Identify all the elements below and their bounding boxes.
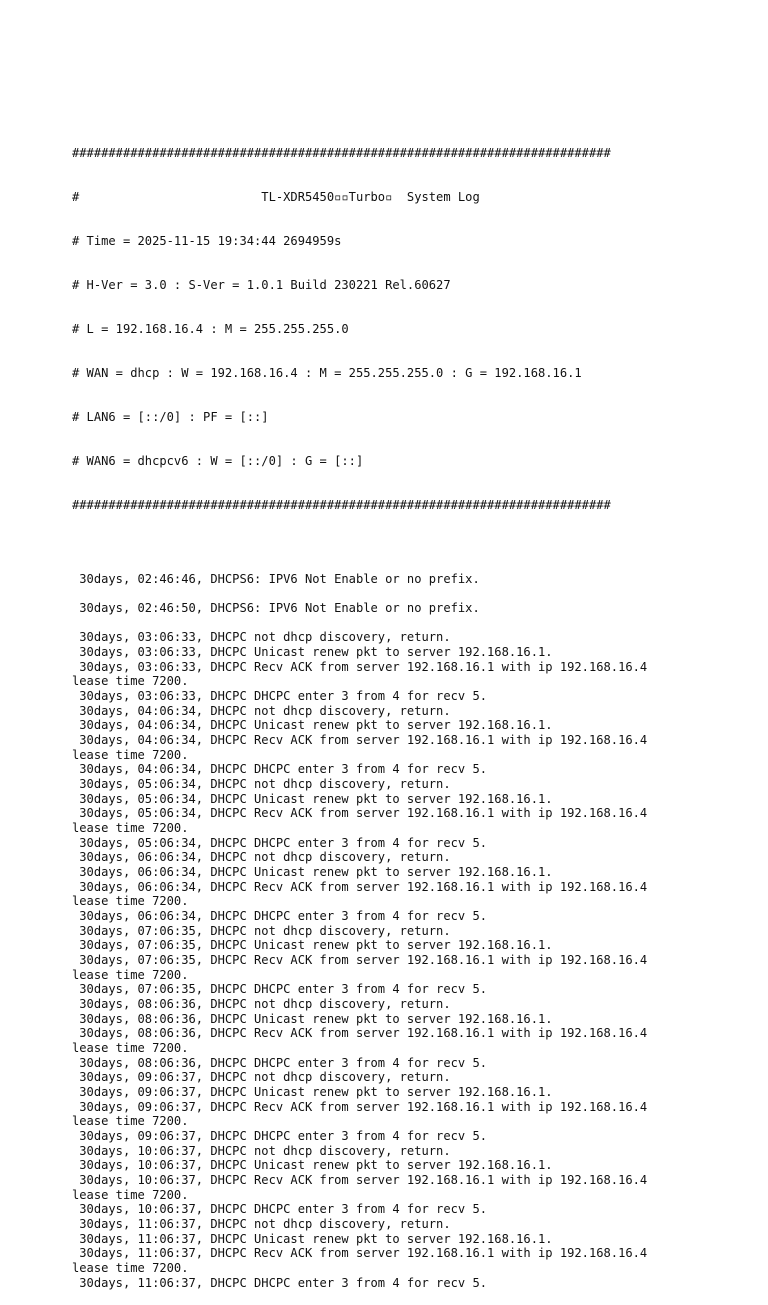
log-entry-line: lease time 7200.: [72, 1261, 189, 1276]
log-entry-line: 30days, 11:06:37, DHCPC Recv ACK from server 192.168.16.1 with ip 192.168.16.4: [72, 1246, 648, 1261]
log-entry-line: lease time 7200.: [72, 820, 189, 835]
log-entry-line: 30days, 03:06:33, DHCPC not dhcp discovery, return.: [72, 630, 451, 645]
log-entry-line: 30days, 05:06:34, DHCPC Recv ACK from server 192.168.16.1 with ip 192.168.16.4: [72, 806, 648, 821]
log-entry-line: 30days, 10:06:37, DHCPC Recv ACK from server 192.168.16.1 with ip 192.168.16.4: [72, 1173, 648, 1188]
log-entry-line: 30days, 09:06:37, DHCPC DHCPC enter 3 from 4 for recv 5.: [72, 1129, 488, 1144]
header-wan6: # WAN6 = dhcpcv6 : W = [::/0] : G = [::]: [72, 454, 364, 469]
log-entry-line: 30days, 11:06:37, DHCPC DHCPC enter 3 from 4 for recv 5.: [72, 1275, 488, 1290]
log-entry-line: 30days, 08:06:36, DHCPC not dhcp discovery, return.: [72, 997, 451, 1012]
log-entries: [72, 572, 647, 1291]
log-entry-line: 30days, 08:06:36, DHCPC Recv ACK from server 192.168.16.1 with ip 192.168.16.4: [72, 1026, 648, 1041]
log-entry-line: 30days, 09:06:37, DHCPC Recv ACK from server 192.168.16.1 with ip 192.168.16.4: [72, 1099, 648, 1114]
log-entry-line: 30days, 10:06:37, DHCPC not dhcp discovery, return.: [72, 1143, 451, 1158]
log-entry-line: 30days, 11:06:37, DHCPC Unicast renew pkt to server 192.168.16.1.: [72, 1231, 553, 1246]
log-entry-line: 30days, 11:06:37, DHCPC not dhcp discovery, return.: [72, 1217, 451, 1232]
log-entry-line: 30days, 09:06:37, DHCPC Unicast renew pkt to server 192.168.16.1.: [72, 1085, 553, 1100]
log-entry-line: 30days, 03:06:33, DHCPC DHCPC enter 3 from 4 for recv 5.: [72, 688, 488, 703]
header-version: # H-Ver = 3.0 : S-Ver = 1.0.1 Build 230221 Rel.60627: [72, 277, 451, 292]
header-time: # Time = 2025-11-15 19:34:44 2694959s: [72, 233, 342, 248]
log-entry-line: 30days, 02:46:50, DHCPS6: IPV6 Not Enable or no prefix.: [72, 600, 480, 615]
log-entry-line: [72, 616, 647, 631]
log-entry-line: lease time 7200.: [72, 894, 189, 909]
log-entry-line: 30days, 07:06:35, DHCPC not dhcp discovery, return.: [72, 923, 451, 938]
log-entry-line: lease time 7200.: [72, 1187, 189, 1202]
log-entry-line: 30days, 08:06:36, DHCPC Unicast renew pkt to server 192.168.16.1.: [72, 1011, 553, 1026]
log-entry-line: 30days, 06:06:34, DHCPC Recv ACK from server 192.168.16.1 with ip 192.168.16.4: [72, 879, 648, 894]
log-entry-line: 30days, 04:06:34, DHCPC DHCPC enter 3 from 4 for recv 5.: [72, 762, 488, 777]
log-entry-line: 30days, 05:06:34, DHCPC Unicast renew pkt to server 192.168.16.1.: [72, 791, 553, 806]
log-entry-line: 30days, 05:06:34, DHCPC DHCPC enter 3 from 4 for recv 5.: [72, 835, 488, 850]
header-lan: # L = 192.168.16.4 : M = 255.255.255.0: [72, 321, 349, 336]
header-rule-top: ##########################################################################: [72, 145, 611, 160]
log-entry-line: 30days, 02:46:46, DHCPS6: IPV6 Not Enable or no prefix.: [72, 571, 480, 586]
log-entry-line: 30days, 07:06:35, DHCPC Unicast renew pkt to server 192.168.16.1.: [72, 938, 553, 953]
header-wan: # WAN = dhcp : W = 192.168.16.4 : M = 255.255.255.0 : G = 192.168.16.1: [72, 365, 582, 380]
log-entry-line: 30days, 04:06:34, DHCPC Unicast renew pkt to server 192.168.16.1.: [72, 718, 553, 733]
log-entry-line: 30days, 03:06:33, DHCPC Unicast renew pkt to server 192.168.16.1.: [72, 644, 553, 659]
log-entry-line: 30days, 09:06:37, DHCPC not dhcp discovery, return.: [72, 1070, 451, 1085]
log-header: [72, 116, 647, 542]
log-entry-line: 30days, 04:06:34, DHCPC not dhcp discovery, return.: [72, 703, 451, 718]
log-entry-line: lease time 7200.: [72, 1041, 189, 1056]
log-entry-line: lease time 7200.: [72, 747, 189, 762]
system-log-text: [72, 87, 647, 1305]
log-entry-line: 30days, 08:06:36, DHCPC DHCPC enter 3 from 4 for recv 5.: [72, 1055, 488, 1070]
log-entry-line: 30days, 04:06:34, DHCPC Recv ACK from server 192.168.16.1 with ip 192.168.16.4: [72, 732, 648, 747]
log-entry-line: 30days, 05:06:34, DHCPC not dhcp discovery, return.: [72, 776, 451, 791]
log-entry-line: lease time 7200.: [72, 1114, 189, 1129]
log-entry-line: 30days, 06:06:34, DHCPC DHCPC enter 3 from 4 for recv 5.: [72, 909, 488, 923]
log-entry-line: lease time 7200.: [72, 967, 189, 982]
log-entry-line: 30days, 06:06:34, DHCPC Unicast renew pkt to server 192.168.16.1.: [72, 864, 553, 879]
log-entry-line: [72, 586, 647, 601]
log-entry-line: 30days, 07:06:35, DHCPC DHCPC enter 3 from 4 for recv 5.: [72, 982, 488, 997]
log-entry-line: 30days, 07:06:35, DHCPC Recv ACK from server 192.168.16.1 with ip 192.168.16.4: [72, 953, 648, 968]
log-entry-line: lease time 7200.: [72, 674, 189, 689]
header-lan6: # LAN6 = [::/0] : PF = [::]: [72, 410, 269, 425]
header-rule-bottom: ##########################################################################: [72, 498, 611, 513]
log-entry-line: 30days, 10:06:37, DHCPC Unicast renew pkt to server 192.168.16.1.: [72, 1158, 553, 1173]
log-entry-line: 30days, 06:06:34, DHCPC not dhcp discovery, return.: [72, 850, 451, 865]
log-entry-line: 30days, 10:06:37, DHCPC DHCPC enter 3 from 4 for recv 5.: [72, 1202, 488, 1217]
header-title: # TL-XDR5450▫▫Turbo▫ System Log: [72, 189, 480, 204]
log-entry-line: 30days, 03:06:33, DHCPC Recv ACK from server 192.168.16.1 with ip 192.168.16.4: [72, 659, 648, 674]
